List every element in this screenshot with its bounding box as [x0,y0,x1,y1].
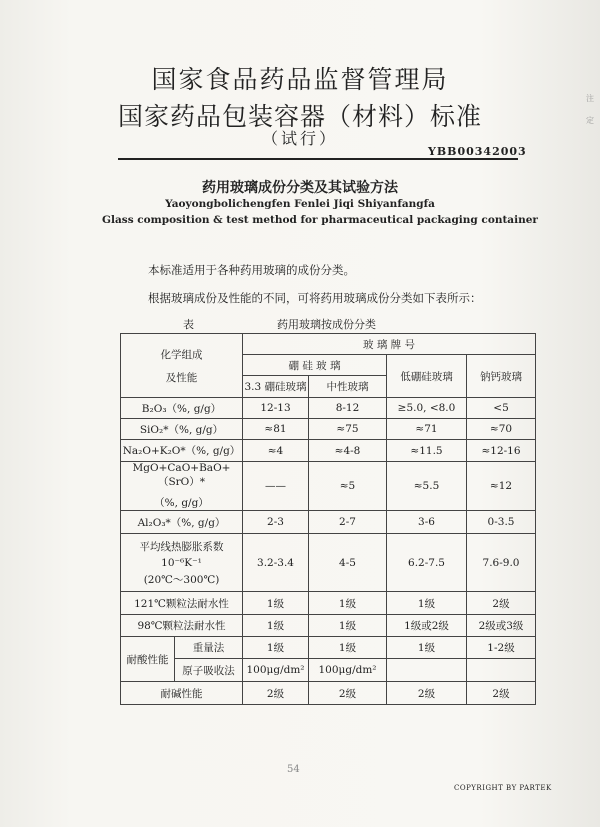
standard-code: YBB00342003 [428,145,527,158]
cell: ≈75 [309,419,387,440]
row-label [121,462,243,511]
table-row [121,682,536,705]
table-row [121,659,536,682]
cell: 1-2级 [467,637,536,659]
table-caption-label: 表 [183,318,194,331]
row-label: 重量法 [175,637,243,659]
cell: ≈70 [467,419,536,440]
cell [467,659,536,682]
header-low-boro: 低硼硅玻璃 [387,355,467,398]
row-label-line: MgO+CaO+BaO+（SrO）* [132,462,231,488]
cell: 2级 [467,682,536,705]
cell: 2级 [243,682,309,705]
cell: 1级 [387,592,467,615]
cell: 2级 [309,682,387,705]
header-neutral: 中性玻璃 [309,376,387,398]
row-label-line: 10⁻⁶K⁻¹ [161,556,202,569]
cell: ≈71 [387,419,467,440]
table-caption-title: 药用玻璃按成份分类 [277,318,376,331]
row-label [121,534,243,592]
cell: ≈4-8 [309,440,387,462]
header-property-line1: 化学组成 [160,348,203,361]
cell: 0-3.5 [467,511,536,534]
cell [387,659,467,682]
paragraph-scope: 本标准适用于各种药用玻璃的成份分类。 [148,263,355,277]
cell: ≈5 [309,462,387,511]
cell: 1级 [309,592,387,615]
doc-title-pinyin: Yaoyongbolichengfen Fenlei Jiqi Shiyanfangfa [165,198,435,210]
cell: 8-12 [309,398,387,419]
row-label: B₂O₃（%, g/g） [121,398,243,419]
table-row [121,592,536,615]
cell: ≈5.5 [387,462,467,511]
cell: 2级 [387,682,467,705]
row-label-line: (20℃～300℃) [143,573,220,586]
acid-label: 耐酸性能 [121,637,175,682]
row-label: 121℃颗粒法耐水性 [121,592,243,615]
doc-title-cn: 药用玻璃成份分类及其试验方法 [202,180,398,196]
cell: 1级或2级 [387,615,467,637]
header-borosilicate: 硼 硅 玻 璃 [243,355,387,376]
doc-title-en: Glass composition & test method for pharmaceutical packaging container [102,214,538,226]
cell: —— [243,462,309,511]
margin-marks [586,88,600,132]
row-label: Al₂O₃*（%, g/g） [121,511,243,534]
table-row [121,419,536,440]
agency-title: 国家食品药品监督管理局 [151,65,449,94]
table-row [121,440,536,462]
glass-classification-table [120,333,536,705]
header-33-boro: 3.3 硼硅玻璃 [243,376,309,398]
page-number: 54 [287,764,300,775]
margin-mark: 定 [586,116,594,125]
header-brand: 玻 璃 牌 号 [243,334,536,355]
row-label: Na₂O+K₂O*（%, g/g） [121,440,243,462]
row-label: 耐碱性能 [121,682,243,705]
table-row [121,534,536,592]
standard-title: 国家药品包装容器（材料）标准 [117,102,482,131]
cell: 6.2-7.5 [387,534,467,592]
table-row [121,637,536,659]
margin-mark: 注 [586,94,594,103]
cell: 1级 [243,637,309,659]
paragraph-classification: 根据玻璃成份及性能的不同，可将药用玻璃成份分类如下表所示： [148,291,482,305]
row-label-line: 平均线热膨胀系数 [139,540,224,553]
trial-note: （试行） [261,129,338,148]
cell: ≈81 [243,419,309,440]
cell: 1级 [309,615,387,637]
cell: ≈12 [467,462,536,511]
cell: 2-3 [243,511,309,534]
cell: 3-6 [387,511,467,534]
table-row [121,462,536,511]
row-label: 原子吸收法 [175,659,243,682]
cell: 2级 [467,592,536,615]
header-soda-lime: 钠钙玻璃 [467,355,536,398]
cell: 7.6-9.0 [467,534,536,592]
cell: 100μg/dm² [243,659,309,682]
row-label-line: （%, g/g） [154,497,209,509]
cell: 2-7 [309,511,387,534]
header-rule [118,158,518,160]
row-label: 98℃颗粒法耐水性 [121,615,243,637]
cell: 1级 [243,592,309,615]
cell: <5 [467,398,536,419]
cell: 1级 [387,637,467,659]
table-row [121,398,536,419]
cell: ≈4 [243,440,309,462]
cell: 1级 [309,637,387,659]
row-label: SiO₂*（%, g/g） [121,419,243,440]
header-property-cell [121,334,243,398]
cell: 4-5 [309,534,387,592]
cell: ≈12-16 [467,440,536,462]
cell: 2级或3级 [467,615,536,637]
cell: ≥5.0, <8.0 [387,398,467,419]
cell: 1级 [243,615,309,637]
copyright-note: COPYRIGHT BY PARTEK [454,784,552,792]
header-property-line2: 及性能 [165,371,198,384]
cell: 100μg/dm² [309,659,387,682]
table-row [121,511,536,534]
cell: ≈11.5 [387,440,467,462]
table-row [121,615,536,637]
cell: 3.2-3.4 [243,534,309,592]
cell: 12-13 [243,398,309,419]
